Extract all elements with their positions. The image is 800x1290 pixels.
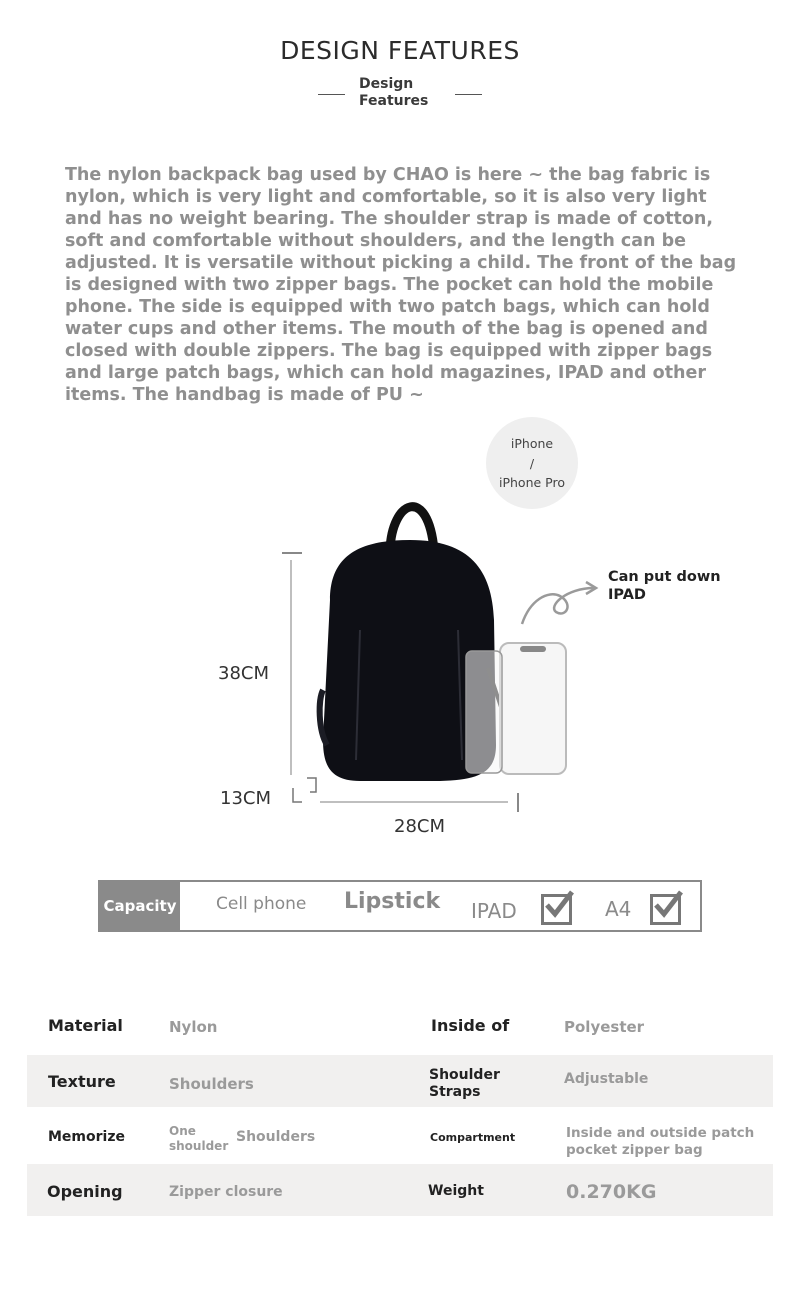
spec-value: Nylon [169, 1018, 218, 1036]
spec-key [429, 1067, 500, 1101]
spec-value-line-1: Inside and outside patch [566, 1125, 755, 1141]
a4-checkbox [650, 894, 681, 925]
depth-bracket-right [307, 778, 316, 792]
capacity-item-cell-phone: Cell phone [216, 894, 307, 914]
spec-row-opening [27, 1164, 773, 1216]
phone-outline [500, 643, 566, 774]
page-title: DESIGN FEATURES [280, 36, 520, 65]
phone-badge-line-3: iPhone Pro [499, 475, 565, 490]
spec-row-texture [27, 1055, 773, 1107]
spec-key: Inside of [431, 1016, 510, 1035]
spec-key: Weight [428, 1183, 484, 1199]
spec-value: Shoulders [169, 1075, 254, 1093]
subtitle-line-2: Features [359, 93, 429, 109]
spec-row-material [27, 999, 773, 1051]
capacity-item-lipstick: Lipstick [344, 889, 441, 914]
spec-value [169, 1124, 228, 1154]
ipad-callout [608, 568, 721, 604]
width-label: 28CM [394, 816, 446, 837]
depth-label: 13CM [220, 788, 272, 809]
capacity-label: Capacity [100, 882, 180, 930]
spec-key: Compartment [430, 1131, 516, 1144]
phone-badge-line-2: / [529, 455, 535, 471]
phone-badge-line-1: iPhone [510, 436, 554, 451]
capacity-item-ipad: IPAD [471, 899, 517, 923]
spec-value-line-1: One [169, 1124, 196, 1138]
spec-value-line-2: shoulder [169, 1139, 229, 1153]
spec-value [566, 1125, 754, 1159]
check-icon [541, 887, 575, 921]
spec-value: Shoulders [236, 1129, 316, 1145]
spec-value: Polyester [564, 1018, 645, 1036]
phone-notch [520, 646, 546, 652]
ipad-checkbox [541, 894, 572, 925]
ipad-arrow [522, 588, 594, 624]
phone-back-outline [466, 651, 502, 773]
subtitle-line-1: Design [359, 76, 414, 92]
spec-key: Memorize [48, 1129, 125, 1145]
spec-key: Texture [48, 1072, 116, 1091]
ipad-callout-line-2: IPAD [608, 587, 646, 603]
spec-key-line-1: Shoulder [429, 1067, 500, 1083]
capacity-item-a4: A4 [605, 897, 632, 921]
spec-value: 0.270KG [566, 1181, 657, 1203]
spec-value: Zipper closure [169, 1184, 283, 1200]
depth-bracket-left [293, 788, 302, 802]
spec-value-line-2: pocket zipper bag [566, 1142, 703, 1158]
height-label: 38CM [218, 663, 270, 684]
check-icon [650, 887, 684, 921]
product-description: The nylon backpack bag used by CHAO is here ~ the bag fabric is nylon, which is very light and comfortable, so it is also very light and has no weight bearing. The shoulder strap is made of cotton, soft and comfortable without shoulders, and the length can be adjusted. It is versatile without picking a child. The front of the bag is designed with two zipper bags. The pocket can hold the mobile phone. The side is equipped with two patch bags, which can hold water cups and other items. The mouth of the bag is opened and closed with double zippers. The bag is equipped with zipper bags and large patch bags, which can hold magazines, IPAD and other items. The handbag is made of PU ~ [65, 165, 737, 405]
spec-key-line-2: Straps [429, 1084, 481, 1100]
spec-key: Material [48, 1016, 123, 1035]
ipad-callout-line-1: Can put down [608, 569, 721, 585]
spec-value: Adjustable [564, 1071, 649, 1087]
spec-key: Opening [47, 1182, 123, 1201]
spec-row-memorize [27, 1111, 773, 1163]
capacity-box [98, 880, 702, 932]
